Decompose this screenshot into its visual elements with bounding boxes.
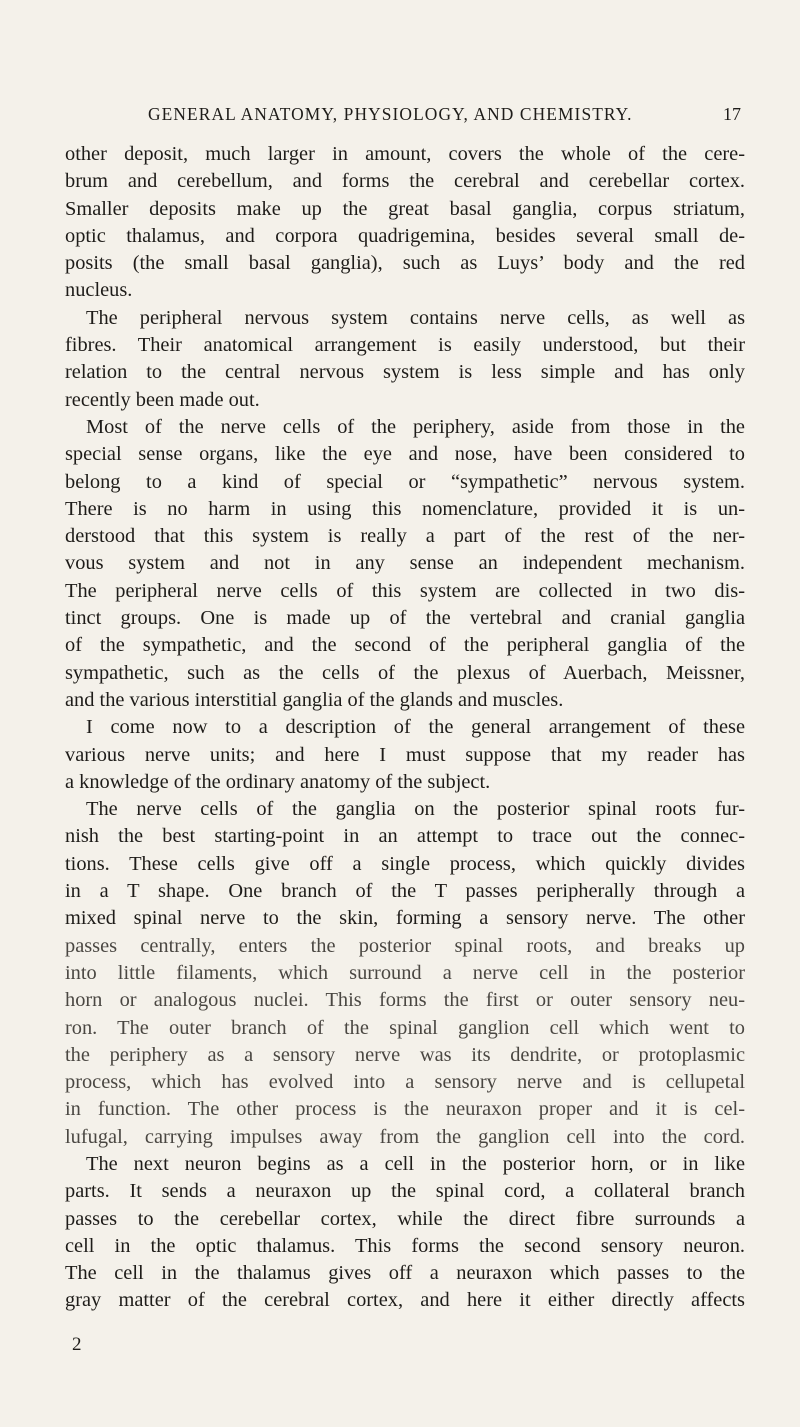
text-line: passes centrally, enters the posterior spinal roots, and breaks up — [65, 934, 745, 957]
text-line: lufugal, carrying impulses away from the ganglion cell into the cord. — [65, 1125, 745, 1148]
text-line: nish the best starting-point in an attempt to trace out the connec- — [65, 825, 745, 848]
text-line: a knowledge of the ordinary anatomy of the subject. — [65, 770, 491, 793]
text-line: optic thalamus, and corpora quadrigemina, besides several small de- — [65, 224, 745, 247]
text-line: various nerve units; and here I must suppose that my reader has — [65, 743, 745, 766]
text-line: other deposit, much larger in amount, covers the whole of the cere- — [65, 143, 745, 165]
text-line: gray matter of the cerebral cortex, and here it either directly affects — [65, 1289, 745, 1312]
text-line: Smaller deposits make up the great basal ganglia, corpus striatum, — [65, 197, 745, 220]
text-line: mixed spinal nerve to the skin, forming a sensory nerve. The other — [65, 907, 745, 930]
text-line: passes to the cerebellar cortex, while the direct fibre surrounds a — [65, 1207, 745, 1230]
signature-mark: 2 — [72, 1334, 82, 1355]
text-line: parts. It sends a neuraxon up the spinal cord, a collateral branch — [65, 1180, 745, 1203]
text-line: The nerve cells of the ganglia on the posterior spinal roots fur- — [86, 798, 745, 821]
page-number: 17 — [723, 104, 741, 124]
text-line: There is no harm in using this nomenclature, provided it is un- — [65, 497, 745, 520]
text-line: in function. The other process is the neuraxon proper and it is cel- — [65, 1098, 745, 1121]
page-header — [0, 104, 800, 130]
text-line: vous system and not in any sense an independent mechanism. — [65, 552, 745, 575]
text-line: The cell in the thalamus gives off a neuraxon which passes to the — [65, 1262, 745, 1285]
text-line: fibres. Their anatomical arrangement is easily understood, but their — [65, 334, 745, 357]
body-text — [65, 141, 745, 1315]
text-line: The peripheral nervous system contains nerve cells, as well as — [86, 306, 745, 329]
text-line: and the various interstitial ganglia of the glands and muscles. — [65, 688, 564, 711]
text-line: cell in the optic thalamus. This forms the second sensory neuron. — [65, 1234, 745, 1257]
text-line: The peripheral nerve cells of this system are collected in two dis- — [65, 579, 745, 602]
text-line: of the sympathetic, and the second of the peripheral ganglia of the — [65, 634, 745, 657]
text-line: recently been made out. — [65, 388, 260, 411]
text-line: derstood that this system is really a part of the rest of the ner- — [65, 525, 745, 548]
text-line: nucleus. — [65, 279, 133, 302]
text-line: horn or analogous nuclei. This forms the first or outer sensory neu- — [65, 989, 745, 1012]
text-line: sympathetic, such as the cells of the plexus of Auerbach, Meissner, — [65, 661, 745, 684]
text-line: in a T shape. One branch of the T passes peripherally through a — [65, 880, 745, 903]
text-line: The next neuron begins as a cell in the posterior horn, or in like — [86, 1152, 745, 1175]
running-head: GENERAL ANATOMY, PHYSIOLOGY, AND CHEMISTRY. — [148, 104, 633, 124]
text-line: posits (the small basal ganglia), such as Luys’ body and the red — [65, 252, 745, 275]
text-line: brum and cerebellum, and forms the cerebral and cerebellar cortex. — [65, 170, 745, 193]
text-line: special sense organs, like the eye and nose, have been considered to — [65, 443, 745, 466]
text-line: I come now to a description of the general arrangement of these — [86, 716, 745, 739]
text-line: tinct groups. One is made up of the vertebral and cranial ganglia — [65, 607, 745, 630]
text-line: ron. The outer branch of the spinal ganglion cell which went to — [65, 1016, 745, 1039]
text-line: into little filaments, which surround a nerve cell in the posterior — [65, 961, 745, 984]
text-line: the periphery as a sensory nerve was its dendrite, or protoplasmic — [65, 1043, 745, 1066]
text-line: relation to the central nervous system is less simple and has only — [65, 361, 745, 384]
text-line: Most of the nerve cells of the periphery, aside from those in the — [86, 415, 745, 438]
text-line: tions. These cells give off a single process, which quickly divides — [65, 852, 745, 875]
text-line: process, which has evolved into a sensory nerve and is cellupetal — [65, 1071, 745, 1094]
text-line: belong to a kind of special or “sympathetic” nervous system. — [65, 470, 745, 493]
